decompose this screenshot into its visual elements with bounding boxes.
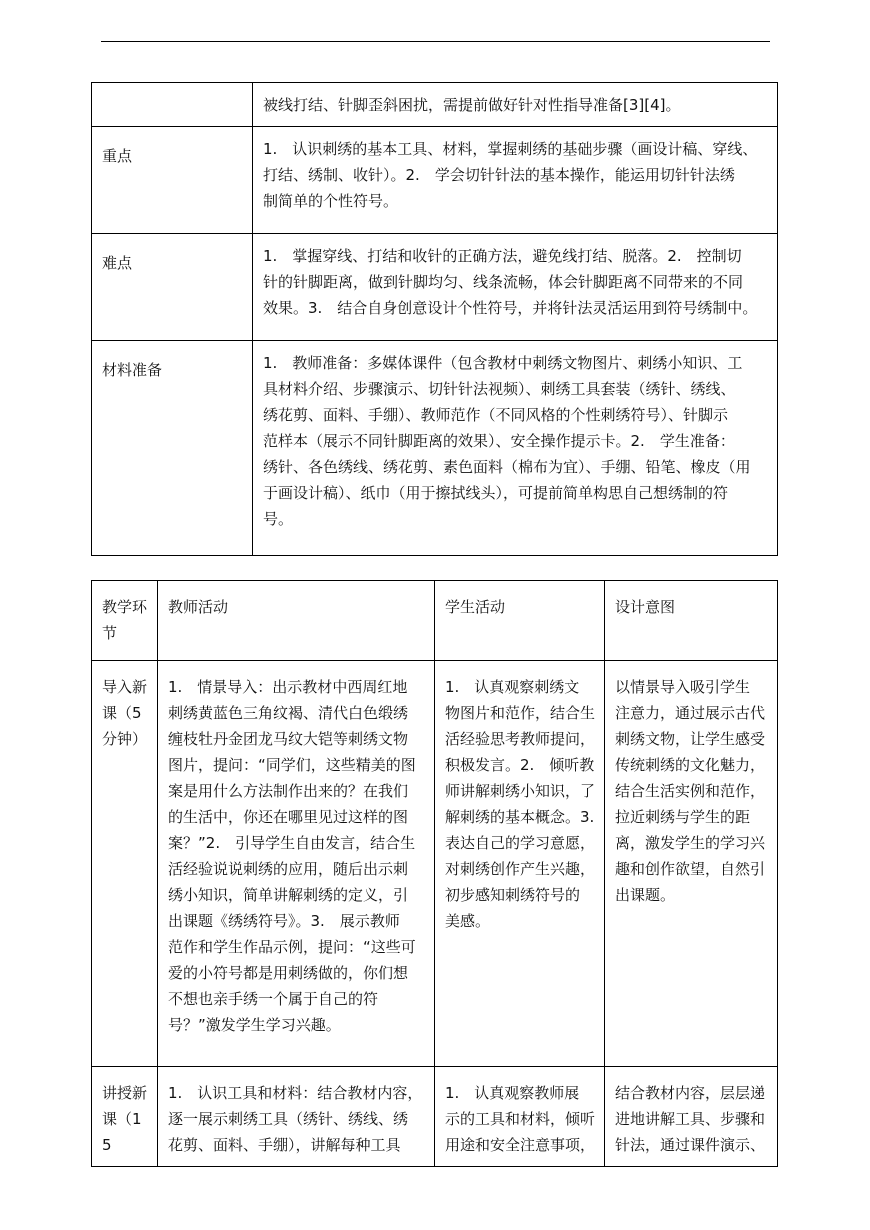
lesson-info-table [91,82,778,556]
row-content: 被线打结、针脚歪斜困扰，需提前做好针对性指导准备[3][4]。 [263,96,681,114]
row-label-cell [92,83,253,127]
header-cell [435,581,605,661]
stage-cell [92,1067,158,1167]
student-cell [435,661,605,1067]
key-points-label: 重点 [102,147,133,165]
difficulties-label: 难点 [102,254,133,272]
row-content-cell [253,127,778,234]
header-rule [101,41,770,42]
student-text: 1. 认真观察教师展 示的工具和材料，倾听 用途和安全注意事项， [445,1084,596,1154]
teacher-text: 1. 认识工具和材料：结合教材内容， 逐一展示刺绣工具（绣针、绣线、绣 花剪、面料、手绷），讲解每种工具 [168,1084,423,1154]
table-row [92,661,778,1067]
teaching-process-table [91,580,778,1167]
materials-label: 材料准备 [102,361,163,379]
table-row [92,1067,778,1167]
difficulties-content: 1. 掌握穿线、打结和收针的正确方法，避免线打结、脱落。2. 控制切 针的针脚距离，做到针脚均匀、线条流畅，体会针脚距离不同带来的不同 效果。3. 结合自身创意设计个性符号，并将针法灵活运用到符号绣制中。 [263,247,758,317]
row-content-cell [253,83,778,127]
student-text: 1. 认真观察刺绣文 物图片和范作，结合生 活经验思考教师提问， 积极发言。2. 倾听教 师讲解刺绣小知识，了 解刺绣的基本概念。3. 表达自己的学习意愿， 对刺绣创作产生兴趣， 初步感知刺绣符号的 美感。 [445,678,596,930]
header-cell [605,581,778,661]
row-content-cell [253,234,778,341]
stage-text: 导入新 课（5 分钟） [102,678,148,748]
table-row [92,83,778,127]
intent-text: 结合教材内容，层层递 进地讲解工具、步骤和 针法，通过课件演示、 [615,1084,766,1154]
intent-cell [605,661,778,1067]
student-cell [435,1067,605,1167]
row-label-cell [92,234,253,341]
teacher-cell [158,1067,435,1167]
key-points-content: 1. 认识刺绣的基本工具、材料，掌握刺绣的基础步骤（画设计稿、穿线、 打结、绣制、收针）。2. 学会切针针法的基本操作，能运用切针针法绣 制简单的个性符号。 [263,140,758,210]
teacher-text: 1. 情景导入：出示教材中西周红地 刺绣黄蓝色三角纹褐、清代白色缎绣 缠枝牡丹金团龙马纹大铠等刺绣文物 图片，提问：“同学们，这些精美的图 案是用什么方法制作出来的？在我们 的生活中，你还在哪里见过这样的图 案？”2. 引导学生自由发言，结合生 活经验说说刺绣的应用，随后出示刺 绣小知识，简单讲解刺绣的定义，引 出课题《绣绣符号》。3. 展示教师 范作和学生作品示例，提问：“这些可 爱的小符号都是用刺绣做的，你们想 不想也亲手绣一个属于自己的符 号？”激发学生学习兴趣。 [168,678,416,1034]
header-student: 学生活动 [445,598,506,616]
intent-text: 以情景导入吸引学生 注意力，通过展示古代 刺绣文物，让学生感受 传统刺绣的文化魅力， 结合生活实例和范作， 拉近刺绣与学生的距 离，激发学生的学习兴 趣和创作欲望，自然引 出课题。 [615,678,766,904]
header-stage: 教学环 节 [102,598,148,642]
intent-cell [605,1067,778,1167]
header-teacher: 教师活动 [168,598,229,616]
materials-content: 1. 教师准备：多媒体课件（包含教材中刺绣文物图片、刺绣小知识、工 具材料介绍、步骤演示、切针针法视频）、刺绣工具套装（绣针、绣线、 绣花剪、面料、手绷）、教师范作（不同风格的个性刺绣符号）、针脚示 范样本（展示不同针脚距离的效果）、安全操作提示卡。2. 学生准备： 绣针、各色绣线、绣花剪、素色面料（棉布为宜）、手绷、铅笔、橡皮（用 于画设计稿）、纸巾（用于擦拭线头），可提前简单构思自己想绣制的符 号。 [263,354,751,528]
table-row [92,127,778,234]
teacher-cell [158,661,435,1067]
header-cell [158,581,435,661]
stage-cell [92,661,158,1067]
header-cell [92,581,158,661]
table-row [92,234,778,341]
stage-text: 讲授新 课（15 [102,1084,148,1154]
row-label-cell [92,127,253,234]
row-content-cell [253,341,778,556]
table-header-row [92,581,778,661]
row-label-cell [92,341,253,556]
table-row [92,341,778,556]
header-intent: 设计意图 [615,598,676,616]
row-label [92,83,252,99]
